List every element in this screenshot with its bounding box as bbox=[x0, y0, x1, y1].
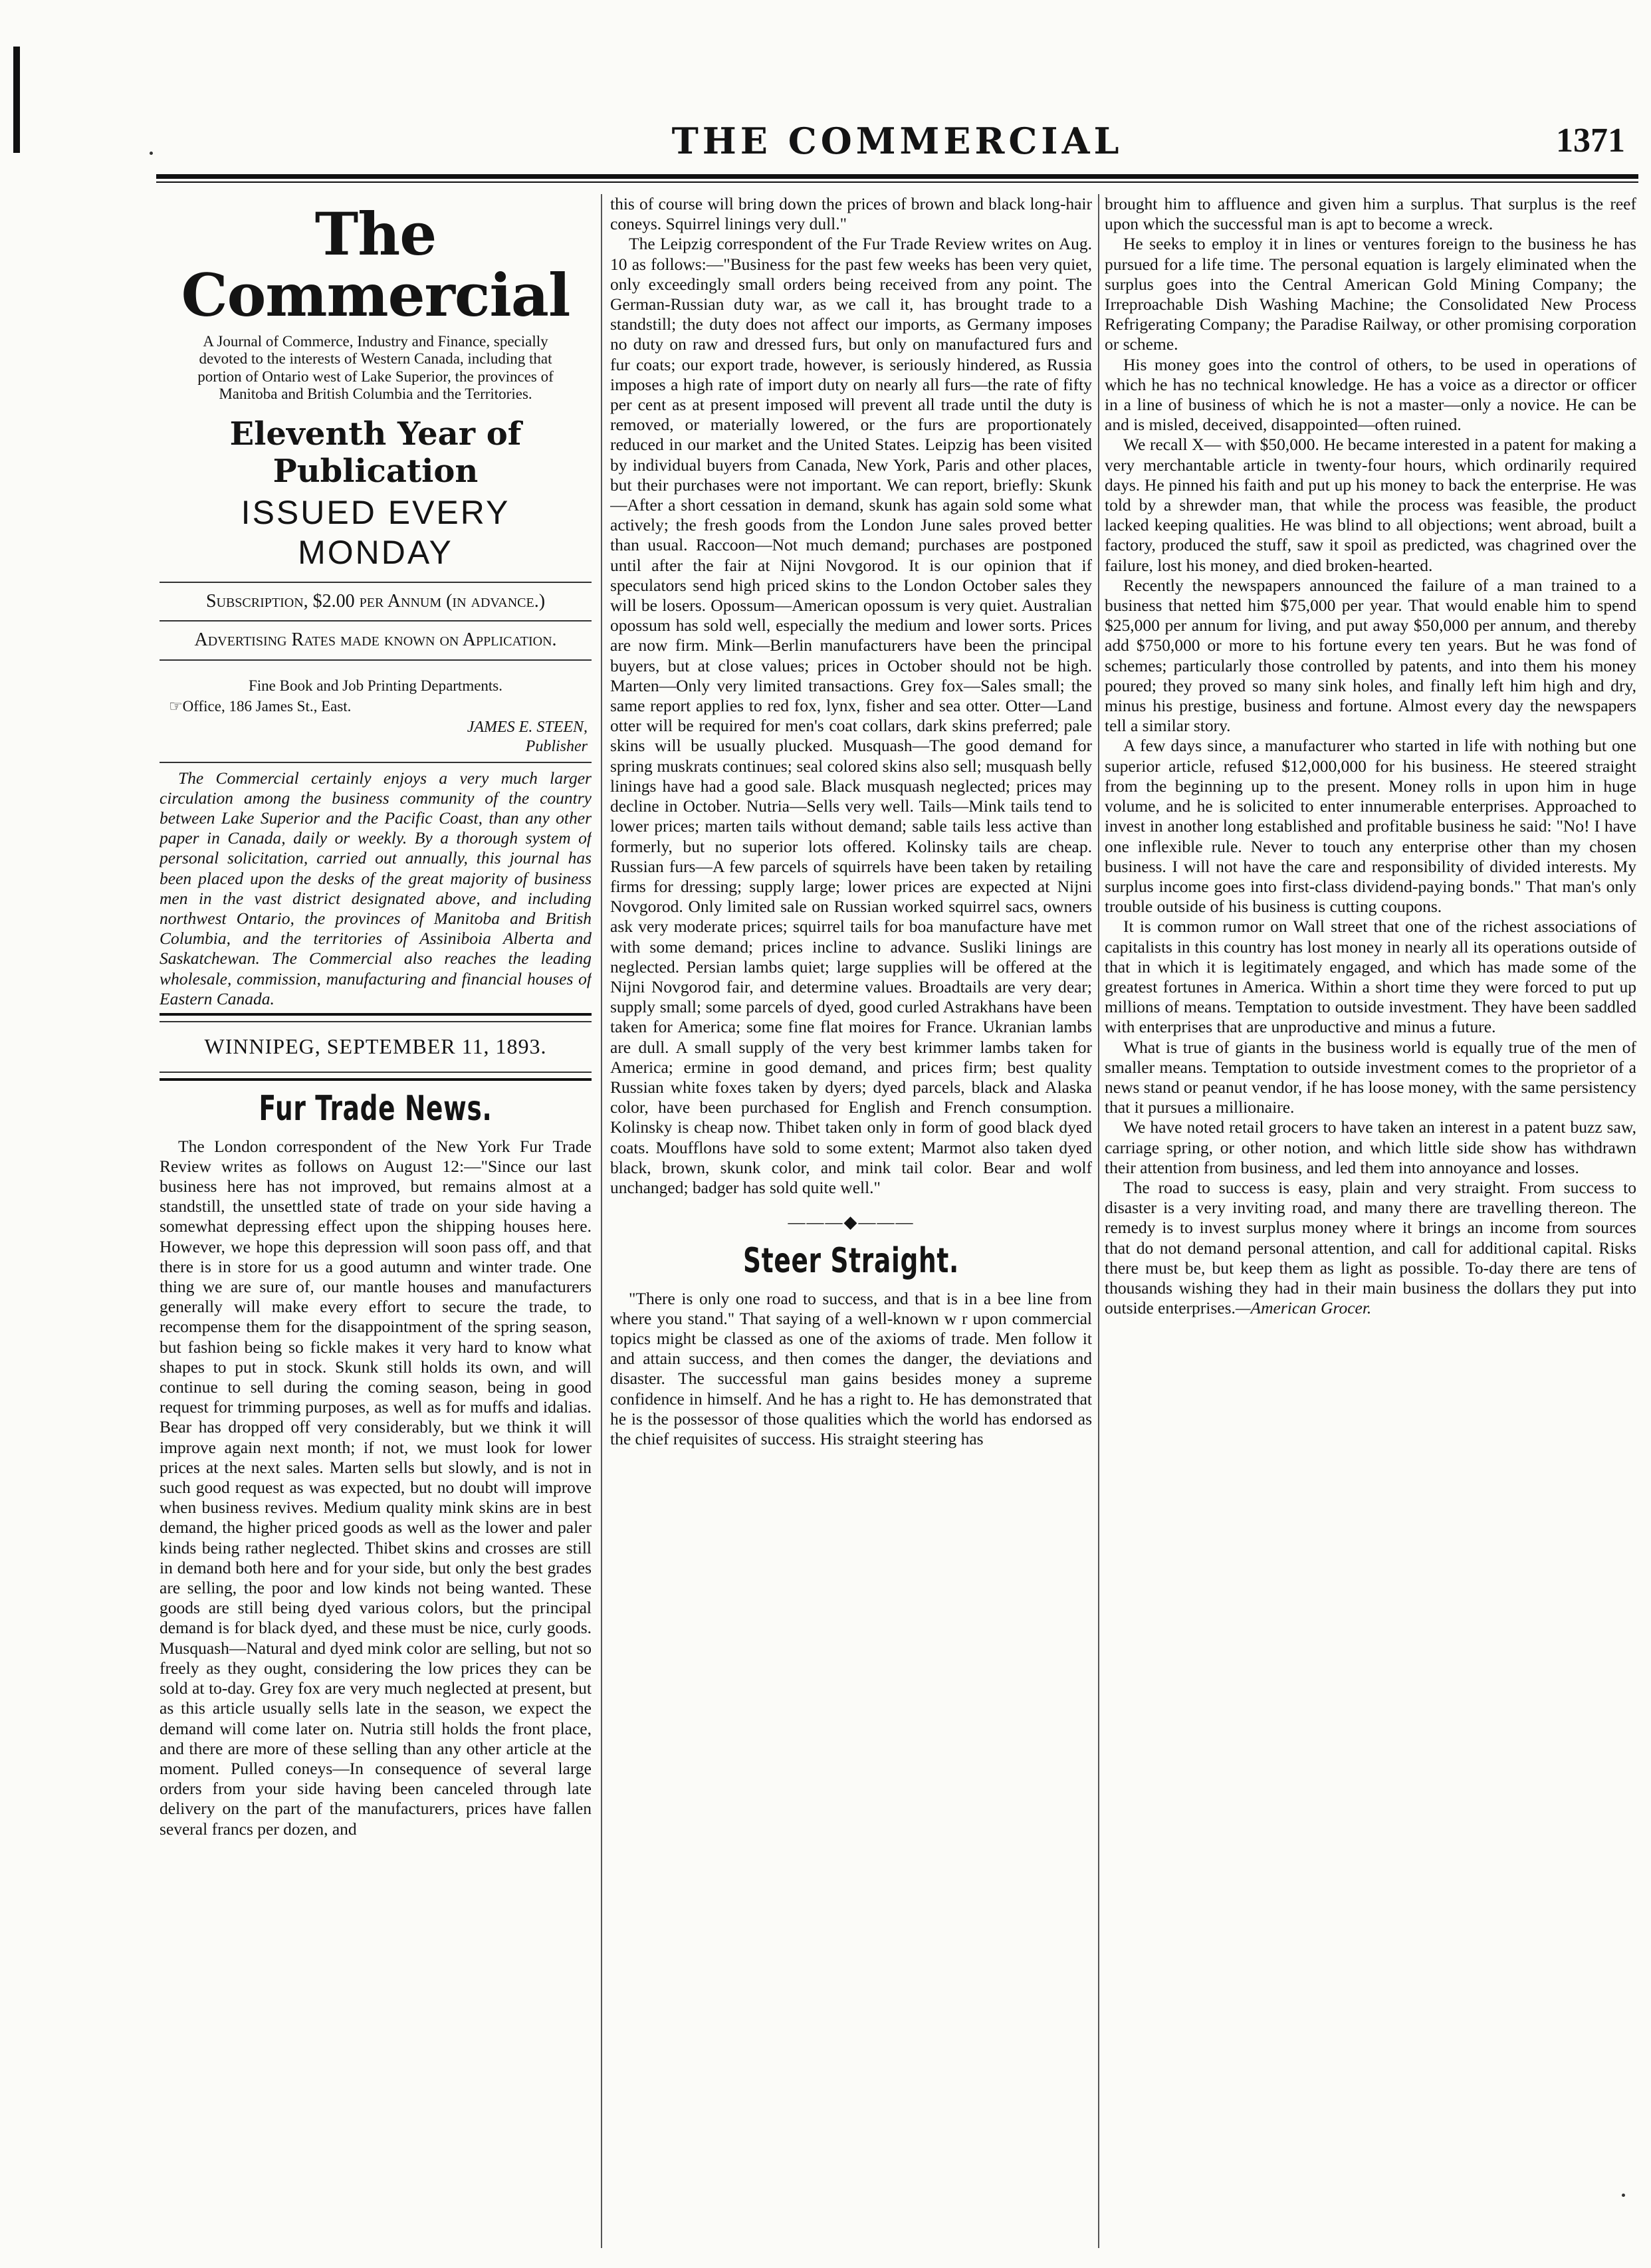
steer-straight-heading: Steer Straight. bbox=[743, 1240, 959, 1281]
article-paragraph: His money goes into the control of others, to be used in operations of which he has no technical knowledge. He has a voice as a director or officer in a line of business of which he is not a master—only a novice. He can be and is misled, deceived, disappointed—often ruined. bbox=[1105, 354, 1636, 435]
divider bbox=[160, 1021, 592, 1022]
subscription-line: Subscription, $2.00 per Annum (in advance.) bbox=[205, 590, 546, 612]
ornament-divider: ―――◆――― bbox=[788, 1212, 915, 1232]
article-paragraph: A few days since, a manufacturer who started in life with nothing but one superior article, refused $12,000,000 for his business. He steered straight from the beginning up to the present. Money rolls in upon him in huge volume, and he is solicited to enter innumerable enterprises. Approached to invest in another long established and profitable business he said: "No! I have one inflexible rule. Never to touch any enterprise other than my chosen business. I will not have the care and responsibility of divided interests. My surplus income goes into first-class dividend-paying bonds." That man's only trouble outside of his business is cutting coupons. bbox=[1105, 736, 1636, 917]
column-divider bbox=[1098, 194, 1099, 2248]
paper-description: A Journal of Commerce, Industry and Finance, specially devoted to the interests of Western Canada, including that portion of Ontario west of Lake Superior, the provinces of Manitoba and British Columbia and the Territories. bbox=[197, 332, 554, 403]
article-paragraph: The Leipzig correspondent of the Fur Trade Review writes on Aug. 10 as follows:—"Business for the past few weeks has been very quiet, only exceedingly small orders being received from any point. The German-Russian duty war, as we call it, has brought trade to a standstill; the duty does not affect our imports, as Germany imposes no duty on raw and dressed furs, but only on manufactured furs and fur coats; our export trade, however, is seriously hindered, as Russia imposes a high rate of import duty on nearly all furs—the rate of fifty per cent as at present imposed will prevent all trade until the duty is removed, or materially lowered, or the furs are proportionately reduced in our market and the United States. Leipzig has been visited by individual buyers from Canada, New York, Paris and other places, but their purchases were not important. We can report, briefly: Skunk—After a short cessation in demand, skunk has again sold some what actively; the fresh goods from the London June sales proved better than usual. Raccoon—Not much demand; purchases are postponed until after the fair at Nijni Novgorod. It is our opinion that if speculators send high priced skins to the London October sales they will be losers. Opossum—American opossum is very quiet. Australian opossum has sold well, especially the medium and lower sorts. Prices are now firm. Mink—Berlin manufacturers have been the principal buyers, but at close values; prices in October should not be high. Marten—Only very limited transactions. Grey fox—Sales small; the same report applies to red fox, lynx, fisher and sea otter. Otter—Land otter will be required for men's coat collars, dark skins preferred; pale skins will be usually plucked. Musquash—The good demand for spring muskrats continues; seal colored skins also sell; musquash belly linings have had a good sale. Black musquash neglected; prices may decline in October. Nutria—Sells very well. Tails—Mink tails tend to lower prices; marten tails without demand; sable tails less active than formerly, but no superior lots offered. Kolinsky tails are cheap. Russian furs—A few parcels of squirrels have been taken by retailing firms for dressing; supply large; lower prices are expected at Nijni Novgorod. Only limited sale on Russian worked squirrel sacs, owners ask very moderate prices; squirrel tails for boa manufacture have met with some demand; prices incline to advance. Susliki linings are neglected. Persian lambs quiet; large supplies will be offered at the Nijni Novgorod fair, and determine values. Broadtails are very dear; supply small; some parcels of dyed, good curled Astrakhans have been taken for America; some fine flat moires for France. Ukranian lambs are dull. A small supply of the very best krimmer lambs taken for America; ermine in good demand, and prices firm; best quality Russian white foxes taken by dyers; dyed parcels, black and Alaska color, have been purchased for English and French consumption. Kolinsky is cheap now. Thibet taken only in form of good black dyed coats. Moufflons have sold to some extent; Marmot also taken dyed black, brown, skunk color, and mink tail color. Bear and wolf unchanged; badger has sold quite well." bbox=[610, 234, 1092, 1197]
article-paragraph: this of course will bring down the prices of brown and black long-hair coneys. Squirrel linings very dull." bbox=[610, 194, 1092, 234]
article-paragraph: brought him to affluence and given him a surplus. That surplus is the reef upon which the successful man is apt to become a wreck. bbox=[1105, 194, 1636, 234]
article-paragraph: The London correspondent of the New York Fur Trade Review writes as follows on August 12:—"Since our last business here has not improved, but remains almost at a standstill, the unsettled state of trade on your side having a somewhat depressing effect upon the shipping houses here. However, we hope this depression will soon pass off, and that there is in store for us a good autumn and winter trade. One thing we are sure of, our mantle houses and manufacturers generally will make every effort to secure the trade, to recompense them for the disappointment of the spring season, but fashion being so fickle makes it very hard to know what shapes to put in stock. Skunk still holds its own, and will continue to sell during the coming season, being in good request for trimming purposes, as well as for muffs and idalias. Bear has dropped off very considerably, but we think it will improve again next month; if not, we must look for lower prices at the next sales. Marten sells but slowly, and is not in such good request as was expected, but no doubt will improve when business revives. Medium quality mink skins are in best demand, the higher priced goods as well as the lower and paler kinds being rather neglected. Thibet skins and crosses are still in demand both here and for your side, but only the best grades are selling, the poor and low kinds not being wanted. These goods are still being dyed various colors, but the principal demand is for black dyed, and these must be nice, curly goods. Musquash—Natural and dyed mink color are selling, but not so freely as they ought, considering the low prices they can be sold at to-day. Grey fox are very much neglected at present, but as this article usually sells late in the season, we expect the demand will come later on. Nutria still holds the front place, and there are more of these selling than any other article at the moment. Pulled coneys—In consequence of several large orders from your side having been canceled through late delivery on the part of the manufacturers, prices have fallen several francs per dozen, and bbox=[160, 1136, 592, 1839]
divider bbox=[160, 1013, 592, 1016]
page-header bbox=[156, 120, 1638, 173]
printing-line: Fine Book and Job Printing Departments. bbox=[248, 677, 503, 694]
article-paragraph bbox=[1105, 1178, 1636, 1318]
article-paragraph: We have noted retail grocers to have taken an interest in a patent buzz saw, carriage spring, or other notion, and which little side show has withdrawn their attention from business, and led them into annoyance and losses. bbox=[1105, 1117, 1636, 1177]
issued-line: ISSUED EVERY MONDAY bbox=[241, 494, 510, 571]
year-line: Eleventh Year of Publication bbox=[229, 415, 522, 491]
article-paragraph: Recently the newspapers announced the failure of a man trained to a business that netted him $75,000 per year. That would enable him to spend $25,000 per annum for living, and put away $50,000 per annum, and thereby add $750,000 or more to his fortune every ten years. But he was fond of schemes; particularly those controlled by patents, and into them his money poured; they proved so many sink holes, and finally left him high and dry, minus his prestige, business and fortune. Almost every day the newspapers tell a similar story. bbox=[1105, 575, 1636, 736]
final-paragraph-text: The road to success is easy, plain and very straight. From success to disaster is a very inviting road, and many there are travelling thereon. The remedy is to invest surplus money where it brings an income from sources that do not demand personal attention, and call for additional capital. Risks there must be, but keep them as light as possible. To-day there are tens of thousands wishing they had in their main business the dollars they put into outside enterprises. bbox=[1105, 1177, 1636, 1318]
divider bbox=[160, 1078, 592, 1081]
fur-trade-heading: Fur Trade News. bbox=[259, 1089, 493, 1129]
header-rule bbox=[156, 174, 1638, 179]
article-paragraph: What is true of giants in the business world is equally true of the men of smaller means. Temptation to outside investment comes to the proprietor of a news stand or peanut vendor, if he has loose money, with the same persistency that it pursues a millionaire. bbox=[1105, 1037, 1636, 1117]
column-divider bbox=[601, 194, 602, 2248]
scan-edge-mark bbox=[13, 47, 20, 153]
circulation-notice: The Commercial certainly enjoys a very much larger circulation among the business community of the country between Lake Superior and the Pacific Coast, than any other paper in Canada, daily or weekly. By a thorough system of personal solicitation, carried out annually, this journal has been placed upon the desks of the great majority of business men in the vast district designated above, and including northwest Ontario, the provinces of Manitoba and British Columbia, and the territories of Assiniboia Alberta and Saskatchewan. The Commercial also reaches the leading wholesale, commission, manufacturing and financial houses of Eastern Canada. bbox=[160, 768, 592, 1008]
article-paragraph: "There is only one road to success, and that is in a bee line from where you stand." That saying of a well-known w r upon commercial topics might be classed as one of the axioms of trade. Men follow it and attain success, and then comes the danger, the deviations and disaster. The successful man gains besides money a supreme confidence in himself. And he has a right to. He has demonstrated that he is the possessor of those qualities which the world has endorsed as the chief requisites of success. His straight steering has bbox=[610, 1288, 1092, 1448]
masthead: THE COMMERCIAL bbox=[671, 120, 1123, 162]
dateline: WINNIPEG, SEPTEMBER 11, 1893. bbox=[204, 1034, 547, 1059]
advertising-line: Advertising Rates made known on Application. bbox=[194, 629, 557, 651]
paper-title: The Commercial bbox=[181, 199, 570, 330]
publisher-name: JAMES E. STEEN, bbox=[467, 719, 588, 737]
header-rule-thin bbox=[156, 181, 1638, 183]
divider bbox=[160, 762, 592, 763]
signature: —American Grocer. bbox=[1235, 1298, 1372, 1318]
article-paragraph: He seeks to employ it in lines or ventures foreign to the business he has pursued for a life time. The personal equation is largely eliminated when the surplus goes into the Central American Gold Mining Company; the Irreproachable Dish Washing Machine; the Consolidated New Process Refrigerating Company; the Paradise Railway, or other promising corporation or scheme. bbox=[1105, 234, 1636, 354]
scan-speck bbox=[150, 152, 153, 155]
divider bbox=[160, 1072, 592, 1073]
office-line: ☞Office, 186 James St., East. bbox=[169, 697, 352, 715]
divider bbox=[160, 620, 592, 622]
divider bbox=[160, 582, 592, 583]
page-number: 1371 bbox=[1556, 122, 1625, 160]
column-3 bbox=[1105, 194, 1636, 2248]
column-2 bbox=[610, 194, 1092, 2248]
column-1 bbox=[160, 194, 592, 2248]
publisher-title: Publisher bbox=[525, 737, 588, 755]
article-paragraph: We recall X— with $50,000. He became interested in a patent for making a very merchantable article in twenty-four hours, which ordinarily required days. He pinned his faith and put up his money to back the enterprise. He was told by a shrewder man, that while the process was feasible, the product lacked keeping qualities. He was blind to all objections; went abroad, built a factory, produced the stuff, saw it spoil as predicted, was chagrined over the failure, lost his money, and died broken-hearted. bbox=[1105, 435, 1636, 575]
divider bbox=[160, 659, 592, 661]
article-paragraph: It is common rumor on Wall street that one of the richest associations of capitalists in this country has lost money in nearly all its operations outside of that in which it is legitimately engaged, and which has made some of the greatest fortunes in America. Within a short time they were forced to put up millions of means. Temptation to outside investment. They have been saddled with enterprises that are unproductive and minus a future. bbox=[1105, 917, 1636, 1037]
